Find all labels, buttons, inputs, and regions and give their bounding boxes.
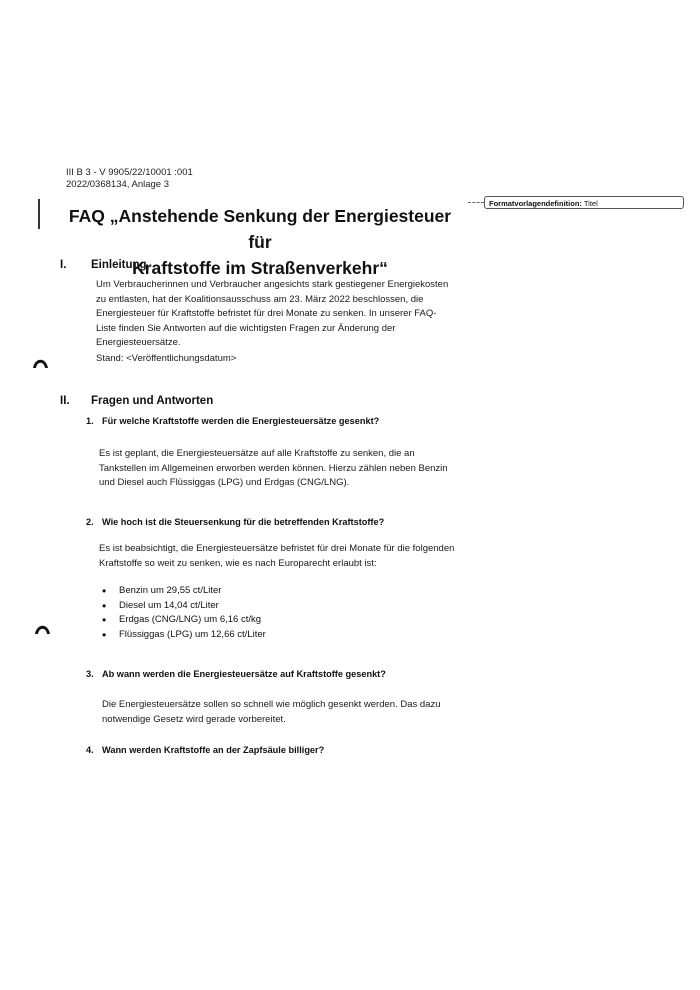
reference-line-1: III B 3 - V 9905/22/10001 :001 bbox=[66, 167, 193, 178]
comment-value: Titel bbox=[583, 199, 598, 208]
list-item: • Flüssiggas (LPG) um 12,66 ct/Liter bbox=[102, 628, 266, 643]
comment-label: Formatvorlagendefinition: bbox=[489, 199, 582, 208]
answer-3: Die Energiesteuersätze sollen so schnell wie möglich gesenkt werden. Das dazu notwendige Gesetz wird gerade vorbereitet. bbox=[102, 699, 441, 725]
reference-block bbox=[66, 167, 193, 190]
scan-punch-mark bbox=[34, 621, 52, 635]
question-1-text: Für welche Kraftstoffe werden die Energiesteuersätze gesenkt? bbox=[102, 416, 380, 426]
change-bar bbox=[38, 199, 40, 229]
question-2-number: 2. bbox=[86, 517, 94, 527]
question-1-number: 1. bbox=[86, 416, 94, 426]
title-line-1: FAQ „Anstehende Senkung der Energiesteuer für bbox=[68, 206, 452, 252]
question-4-text: Wann werden Kraftstoffe an der Zapfsäule billiger? bbox=[102, 745, 325, 755]
question-2-text: Wie hoch ist die Steuersenkung für die betreffenden Kraftstoffe? bbox=[102, 517, 385, 527]
list-item: • Erdgas (CNG/LNG) um 6,16 ct/kg bbox=[102, 613, 266, 628]
question-1 bbox=[86, 416, 379, 426]
answer-2: Es ist beabsichtigt, die Energiesteuersätze befristet für drei Monate für die folgenden Kraftstoffe so weit zu senken, wie es nach Europarecht erlaubt ist: bbox=[99, 543, 455, 569]
question-4-number: 4. bbox=[86, 745, 94, 755]
section-2-number: II. bbox=[60, 395, 70, 407]
title-line-2: Kraftstoffe im Straßenverkehr“ bbox=[132, 258, 388, 278]
question-3 bbox=[86, 669, 386, 679]
section-1-number: I. bbox=[60, 259, 67, 271]
comment-connector bbox=[468, 202, 484, 203]
question-4 bbox=[86, 745, 324, 755]
question-3-number: 3. bbox=[86, 669, 94, 679]
list-item: • Diesel um 14,04 ct/Liter bbox=[102, 599, 266, 614]
scan-punch-mark bbox=[32, 355, 50, 369]
list-item: • Benzin um 29,55 ct/Liter bbox=[102, 584, 266, 599]
format-comment-box[interactable] bbox=[484, 196, 684, 209]
question-3-text: Ab wann werden die Energiesteuersätze auf Kraftstoffe gesenkt? bbox=[102, 669, 386, 679]
answer-1: Es ist geplant, die Energiesteuersätze auf alle Kraftstoffe zu senken, die an Tankstellen im Allgemeinen erworben werden können. Hierzu zählen neben Benzin und Diesel auch Flüssiggas (LPG) und Erdgas (CNG/LNG). bbox=[99, 448, 448, 488]
question-2 bbox=[86, 517, 384, 527]
tax-reduction-list bbox=[102, 584, 266, 642]
intro-paragraph: Um Verbraucherinnen und Verbraucher angesichts stark gestiegener Energiekosten zu entlasten, hat der Koalitionsausschuss am 23. März 2022 beschlossen, die Energiesteuer für Kraftstoffe befristet für drei Monate zu senken. In unserer FAQ-Liste finden Sie Antworten auf die wichtigsten Fragen zur Änderung der Energiesteuersätze. bbox=[96, 279, 449, 348]
section-2-title: Fragen und Antworten bbox=[91, 395, 214, 407]
reference-line-2: 2022/0368134, Anlage 3 bbox=[66, 178, 170, 190]
section-1-title: Einleitung bbox=[91, 259, 147, 271]
status-line: Stand: <Veröffentlichungsdatum> bbox=[96, 353, 237, 364]
